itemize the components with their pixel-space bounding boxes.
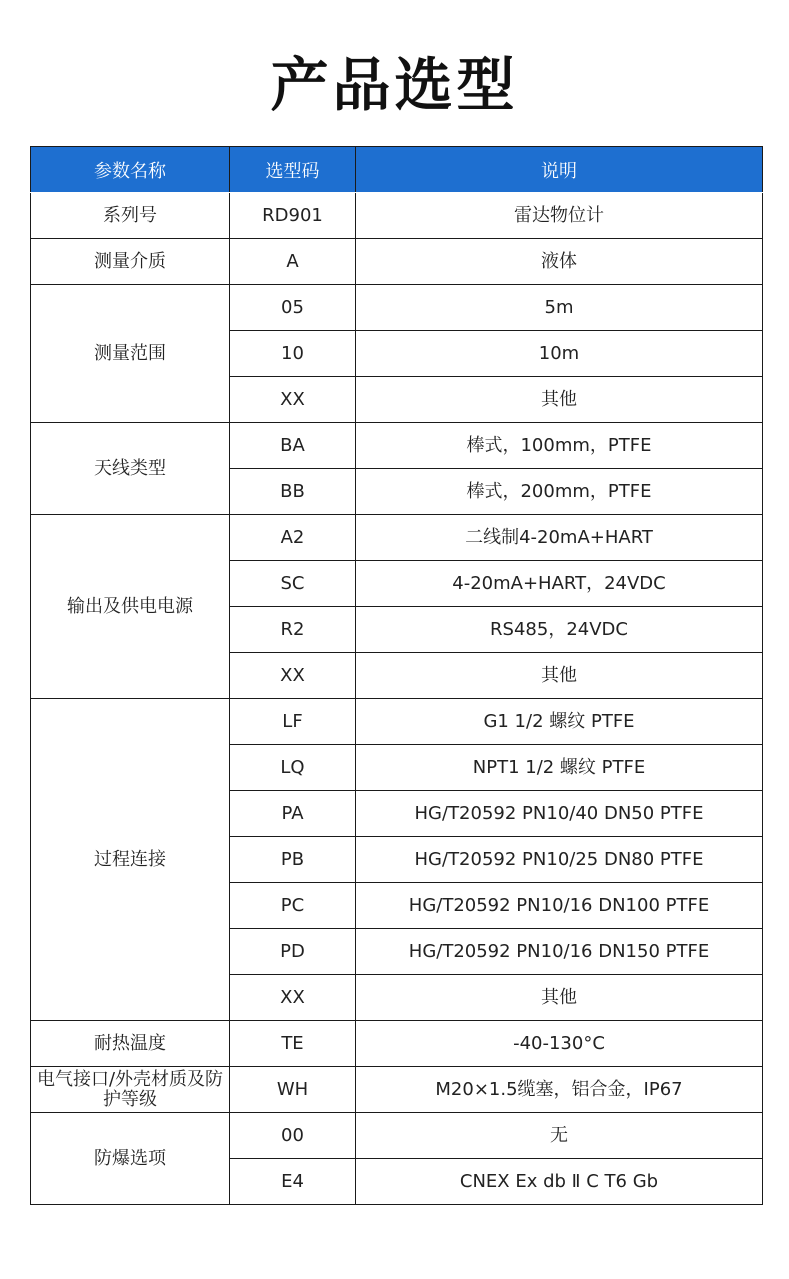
description-cell: NPT1 1/2 螺纹 PTFE: [356, 745, 763, 791]
description-cell: 其他: [356, 377, 763, 423]
description-cell: HG/T20592 PN10/16 DN100 PTFE: [356, 883, 763, 929]
table-row: [31, 423, 763, 469]
description-cell: 其他: [356, 653, 763, 699]
param-name-cell: 过程连接: [31, 699, 230, 1021]
param-name-cell: 天线类型: [31, 423, 230, 515]
description-cell: 棒式，200mm，PTFE: [356, 469, 763, 515]
code-cell: XX: [230, 975, 356, 1021]
description-cell: CNEX Ex db Ⅱ C T6 Gb: [356, 1159, 763, 1205]
code-cell: TE: [230, 1021, 356, 1067]
code-cell: R2: [230, 607, 356, 653]
code-cell: E4: [230, 1159, 356, 1205]
code-cell: PC: [230, 883, 356, 929]
code-cell: WH: [230, 1067, 356, 1113]
table-header-row: [31, 147, 763, 193]
param-name-cell: 电气接口/外壳材质及防护等级: [31, 1067, 230, 1113]
param-name-cell: 测量范围: [31, 285, 230, 423]
table-row: [31, 285, 763, 331]
table-row: [31, 239, 763, 285]
param-name-cell: 耐热温度: [31, 1021, 230, 1067]
description-cell: 4-20mA+HART，24VDC: [356, 561, 763, 607]
code-cell: BB: [230, 469, 356, 515]
description-cell: 5m: [356, 285, 763, 331]
description-cell: 无: [356, 1113, 763, 1159]
page-title: 产品选型: [270, 51, 519, 119]
description-cell: RS485，24VDC: [356, 607, 763, 653]
selection-table: [30, 146, 763, 1205]
description-cell: -40-130°C: [356, 1021, 763, 1067]
code-cell: PD: [230, 929, 356, 975]
param-name-cell: 防爆选项: [31, 1113, 230, 1205]
description-cell: 二线制4-20mA+HART: [356, 515, 763, 561]
header-code: 选型码: [230, 147, 356, 193]
code-cell: LQ: [230, 745, 356, 791]
code-cell: 10: [230, 331, 356, 377]
header-param-name: 参数名称: [31, 147, 230, 193]
header-description: 说明: [356, 147, 763, 193]
code-cell: SC: [230, 561, 356, 607]
description-cell: M20×1.5缆塞，铝合金，IP67: [356, 1067, 763, 1113]
description-cell: HG/T20592 PN10/16 DN150 PTFE: [356, 929, 763, 975]
code-cell: RD901: [230, 193, 356, 239]
description-cell: 棒式，100mm，PTFE: [356, 423, 763, 469]
code-cell: A: [230, 239, 356, 285]
code-cell: A2: [230, 515, 356, 561]
table-row: [31, 515, 763, 561]
code-cell: XX: [230, 377, 356, 423]
code-cell: PA: [230, 791, 356, 837]
description-cell: 雷达物位计: [356, 193, 763, 239]
description-cell: 液体: [356, 239, 763, 285]
table-row: [31, 699, 763, 745]
table-row: [31, 1067, 763, 1113]
description-cell: G1 1/2 螺纹 PTFE: [356, 699, 763, 745]
table-row: [31, 1113, 763, 1159]
description-cell: HG/T20592 PN10/40 DN50 PTFE: [356, 791, 763, 837]
param-name-cell: 系列号: [31, 193, 230, 239]
description-cell: 10m: [356, 331, 763, 377]
code-cell: BA: [230, 423, 356, 469]
code-cell: XX: [230, 653, 356, 699]
table-row: [31, 1021, 763, 1067]
param-name-cell: 测量介质: [31, 239, 230, 285]
description-cell: 其他: [356, 975, 763, 1021]
code-cell: 00: [230, 1113, 356, 1159]
code-cell: LF: [230, 699, 356, 745]
param-name-cell: 输出及供电电源: [31, 515, 230, 699]
code-cell: 05: [230, 285, 356, 331]
code-cell: PB: [230, 837, 356, 883]
table-row: [31, 193, 763, 239]
description-cell: HG/T20592 PN10/25 DN80 PTFE: [356, 837, 763, 883]
